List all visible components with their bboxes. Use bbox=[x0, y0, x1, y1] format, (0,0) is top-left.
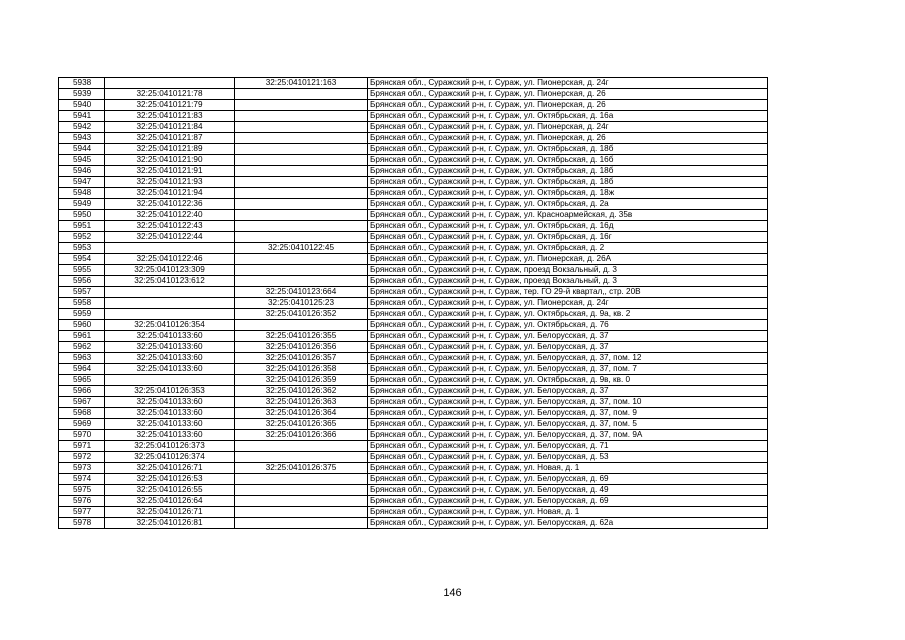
cadastral-number-cell: 32:25:0410122:46 bbox=[105, 254, 235, 265]
related-cadastral-number-cell bbox=[235, 177, 368, 188]
address-cell: Брянская обл., Суражский р-н, г. Сураж, ул. Белорусская, д. 37, пом. 5 bbox=[368, 419, 768, 430]
related-cadastral-number-cell bbox=[235, 474, 368, 485]
address-cell: Брянская обл., Суражский р-н, г. Сураж, ул. Октябрьская, д. 18б bbox=[368, 177, 768, 188]
table-row bbox=[59, 430, 768, 441]
table-row bbox=[59, 265, 768, 276]
row-number-cell: 5965 bbox=[59, 375, 105, 386]
table-row bbox=[59, 199, 768, 210]
cadastral-number-cell: 32:25:0410122:36 bbox=[105, 199, 235, 210]
cadastral-number-cell bbox=[105, 298, 235, 309]
related-cadastral-number-cell: 32:25:0410126:366 bbox=[235, 430, 368, 441]
related-cadastral-number-cell bbox=[235, 166, 368, 177]
row-number-cell: 5974 bbox=[59, 474, 105, 485]
related-cadastral-number-cell bbox=[235, 155, 368, 166]
address-cell: Брянская обл., Суражский р-н, г. Сураж, ул. Октябрьская, д. 9в, кв. 0 bbox=[368, 375, 768, 386]
cadastral-number-cell: 32:25:0410121:89 bbox=[105, 144, 235, 155]
related-cadastral-number-cell bbox=[235, 320, 368, 331]
table-row bbox=[59, 408, 768, 419]
row-number-cell: 5972 bbox=[59, 452, 105, 463]
cadastral-number-cell bbox=[105, 78, 235, 89]
cadastral-number-cell: 32:25:0410121:79 bbox=[105, 100, 235, 111]
address-cell: Брянская обл., Суражский р-н, г. Сураж, ул. Новая, д. 1 bbox=[368, 507, 768, 518]
related-cadastral-number-cell: 32:25:0410126:359 bbox=[235, 375, 368, 386]
address-cell: Брянская обл., Суражский р-н, г. Сураж, ул. Белорусская, д. 62а bbox=[368, 518, 768, 529]
address-cell: Брянская обл., Суражский р-н, г. Сураж, ул. Октябрьская, д. 18б bbox=[368, 166, 768, 177]
related-cadastral-number-cell: 32:25:0410126:362 bbox=[235, 386, 368, 397]
row-number-cell: 5960 bbox=[59, 320, 105, 331]
address-cell: Брянская обл., Суражский р-н, г. Сураж, ул. Новая, д. 1 bbox=[368, 463, 768, 474]
related-cadastral-number-cell: 32:25:0410126:364 bbox=[235, 408, 368, 419]
row-number-cell: 5948 bbox=[59, 188, 105, 199]
row-number-cell: 5954 bbox=[59, 254, 105, 265]
related-cadastral-number-cell bbox=[235, 485, 368, 496]
related-cadastral-number-cell bbox=[235, 111, 368, 122]
cadastral-number-cell: 32:25:0410133:60 bbox=[105, 430, 235, 441]
cadastral-number-cell: 32:25:0410121:90 bbox=[105, 155, 235, 166]
address-cell: Брянская обл., Суражский р-н, г. Сураж, ул. Белорусская, д. 37 bbox=[368, 342, 768, 353]
row-number-cell: 5978 bbox=[59, 518, 105, 529]
address-cell: Брянская обл., Суражский р-н, г. Сураж, ул. Белорусская, д. 37, пом. 10 bbox=[368, 397, 768, 408]
table-row bbox=[59, 155, 768, 166]
table-row bbox=[59, 188, 768, 199]
row-number-cell: 5939 bbox=[59, 89, 105, 100]
cadastral-number-cell: 32:25:0410121:91 bbox=[105, 166, 235, 177]
table-row bbox=[59, 331, 768, 342]
cadastral-number-cell: 32:25:0410126:64 bbox=[105, 496, 235, 507]
related-cadastral-number-cell bbox=[235, 210, 368, 221]
related-cadastral-number-cell bbox=[235, 188, 368, 199]
row-number-cell: 5946 bbox=[59, 166, 105, 177]
address-cell: Брянская обл., Суражский р-н, г. Сураж, ул. Красноармейская, д. 35в bbox=[368, 210, 768, 221]
table-row bbox=[59, 419, 768, 430]
table-row bbox=[59, 243, 768, 254]
row-number-cell: 5959 bbox=[59, 309, 105, 320]
cadastral-number-cell: 32:25:0410133:60 bbox=[105, 419, 235, 430]
address-cell: Брянская обл., Суражский р-н, г. Сураж, ул. Пионерская, д. 26 bbox=[368, 89, 768, 100]
table-row bbox=[59, 210, 768, 221]
cadastral-number-cell: 32:25:0410122:43 bbox=[105, 221, 235, 232]
address-cell: Брянская обл., Суражский р-н, г. Сураж, ул. Октябрьская, д. 76 bbox=[368, 320, 768, 331]
related-cadastral-number-cell bbox=[235, 89, 368, 100]
cadastral-number-cell: 32:25:0410126:53 bbox=[105, 474, 235, 485]
table-row bbox=[59, 386, 768, 397]
row-number-cell: 5953 bbox=[59, 243, 105, 254]
address-cell: Брянская обл., Суражский р-н, г. Сураж, ул. Октябрьская, д. 18б bbox=[368, 144, 768, 155]
table-row bbox=[59, 518, 768, 529]
row-number-cell: 5975 bbox=[59, 485, 105, 496]
cadastral-number-cell: 32:25:0410122:40 bbox=[105, 210, 235, 221]
address-cell: Брянская обл., Суражский р-н, г. Сураж, ул. Белорусская, д. 37 bbox=[368, 331, 768, 342]
related-cadastral-number-cell bbox=[235, 441, 368, 452]
address-cell: Брянская обл., Суражский р-н, г. Сураж, ул. Октябрьская, д. 16а bbox=[368, 111, 768, 122]
address-cell: Брянская обл., Суражский р-н, г. Сураж, ул. Октябрьская, д. 2а bbox=[368, 199, 768, 210]
table-row bbox=[59, 111, 768, 122]
related-cadastral-number-cell bbox=[235, 254, 368, 265]
related-cadastral-number-cell bbox=[235, 221, 368, 232]
address-cell: Брянская обл., Суражский р-н, г. Сураж, ул. Пионерская, д. 26 bbox=[368, 133, 768, 144]
row-number-cell: 5970 bbox=[59, 430, 105, 441]
address-cell: Брянская обл., Суражский р-н, г. Сураж, ул. Октябрьская, д. 2 bbox=[368, 243, 768, 254]
cadastral-number-cell: 32:25:0410126:81 bbox=[105, 518, 235, 529]
row-number-cell: 5957 bbox=[59, 287, 105, 298]
address-cell: Брянская обл., Суражский р-н, г. Сураж, ул. Октябрьская, д. 16б bbox=[368, 155, 768, 166]
address-cell: Брянская обл., Суражский р-н, г. Сураж, ул. Белорусская, д. 37, пом. 9 bbox=[368, 408, 768, 419]
related-cadastral-number-cell bbox=[235, 144, 368, 155]
table-row bbox=[59, 496, 768, 507]
row-number-cell: 5942 bbox=[59, 122, 105, 133]
address-cell: Брянская обл., Суражский р-н, г. Сураж, ул. Пионерская, д. 24г bbox=[368, 122, 768, 133]
row-number-cell: 5945 bbox=[59, 155, 105, 166]
address-cell: Брянская обл., Суражский р-н, г. Сураж, ул. Белорусская, д. 71 bbox=[368, 441, 768, 452]
cadastral-number-cell: 32:25:0410121:93 bbox=[105, 177, 235, 188]
cadastral-number-cell: 32:25:0410133:60 bbox=[105, 397, 235, 408]
cadastral-number-cell: 32:25:0410126:374 bbox=[105, 452, 235, 463]
related-cadastral-number-cell bbox=[235, 276, 368, 287]
table-row bbox=[59, 342, 768, 353]
cadastral-number-cell bbox=[105, 375, 235, 386]
address-cell: Брянская обл., Суражский р-н, г. Сураж, ул. Белорусская, д. 37, пом. 7 bbox=[368, 364, 768, 375]
table-row bbox=[59, 364, 768, 375]
table-row bbox=[59, 232, 768, 243]
address-cell: Брянская обл., Суражский р-н, г. Сураж, ул. Белорусская, д. 37 bbox=[368, 386, 768, 397]
table-row bbox=[59, 441, 768, 452]
row-number-cell: 5966 bbox=[59, 386, 105, 397]
row-number-cell: 5951 bbox=[59, 221, 105, 232]
related-cadastral-number-cell: 32:25:0410121:163 bbox=[235, 78, 368, 89]
address-cell: Брянская обл., Суражский р-н, г. Сураж, проезд Вокзальный, д. 3 bbox=[368, 265, 768, 276]
table-row bbox=[59, 298, 768, 309]
related-cadastral-number-cell: 32:25:0410126:356 bbox=[235, 342, 368, 353]
address-cell: Брянская обл., Суражский р-н, г. Сураж, ул. Пионерская, д. 26 bbox=[368, 100, 768, 111]
related-cadastral-number-cell bbox=[235, 507, 368, 518]
address-cell: Брянская обл., Суражский р-н, г. Сураж, ул. Октябрьская, д. 16д bbox=[368, 221, 768, 232]
related-cadastral-number-cell bbox=[235, 518, 368, 529]
related-cadastral-number-cell bbox=[235, 232, 368, 243]
related-cadastral-number-cell bbox=[235, 452, 368, 463]
cadastral-number-cell: 32:25:0410126:71 bbox=[105, 507, 235, 518]
related-cadastral-number-cell bbox=[235, 122, 368, 133]
address-cell: Брянская обл., Суражский р-н, г. Сураж, ул. Октябрьская, д. 9а, кв. 2 bbox=[368, 309, 768, 320]
row-number-cell: 5963 bbox=[59, 353, 105, 364]
related-cadastral-number-cell: 32:25:0410126:375 bbox=[235, 463, 368, 474]
cadastral-number-cell: 32:25:0410126:353 bbox=[105, 386, 235, 397]
table-row bbox=[59, 254, 768, 265]
row-number-cell: 5941 bbox=[59, 111, 105, 122]
address-cell: Брянская обл., Суражский р-н, г. Сураж, ул. Белорусская, д. 69 bbox=[368, 474, 768, 485]
cadastral-number-cell: 32:25:0410133:60 bbox=[105, 364, 235, 375]
table-row bbox=[59, 463, 768, 474]
table-row bbox=[59, 144, 768, 155]
cadastral-number-cell bbox=[105, 243, 235, 254]
cadastral-number-cell: 32:25:0410123:309 bbox=[105, 265, 235, 276]
address-cell: Брянская обл., Суражский р-н, г. Сураж, ул. Белорусская, д. 53 bbox=[368, 452, 768, 463]
related-cadastral-number-cell: 32:25:0410126:358 bbox=[235, 364, 368, 375]
table-row bbox=[59, 320, 768, 331]
row-number-cell: 5962 bbox=[59, 342, 105, 353]
table-row bbox=[59, 133, 768, 144]
related-cadastral-number-cell: 32:25:0410126:357 bbox=[235, 353, 368, 364]
page-number: 146 bbox=[443, 587, 462, 599]
cadastral-number-cell: 32:25:0410121:78 bbox=[105, 89, 235, 100]
cadastral-number-cell: 32:25:0410126:373 bbox=[105, 441, 235, 452]
table-row bbox=[59, 309, 768, 320]
row-number-cell: 5938 bbox=[59, 78, 105, 89]
row-number-cell: 5967 bbox=[59, 397, 105, 408]
address-cell: Брянская обл., Суражский р-н, г. Сураж, ул. Октябрьская, д. 18ж bbox=[368, 188, 768, 199]
address-cell: Брянская обл., Суражский р-н, г. Сураж, тер. ГО 29-й квартал,, стр. 20В bbox=[368, 287, 768, 298]
table-row bbox=[59, 452, 768, 463]
address-cell: Брянская обл., Суражский р-н, г. Сураж, ул. Белорусская, д. 37, пом. 9А bbox=[368, 430, 768, 441]
row-number-cell: 5973 bbox=[59, 463, 105, 474]
related-cadastral-number-cell bbox=[235, 265, 368, 276]
cadastral-number-cell: 32:25:0410121:87 bbox=[105, 133, 235, 144]
cadastral-number-cell: 32:25:0410123:612 bbox=[105, 276, 235, 287]
row-number-cell: 5947 bbox=[59, 177, 105, 188]
related-cadastral-number-cell bbox=[235, 496, 368, 507]
related-cadastral-number-cell: 32:25:0410123:664 bbox=[235, 287, 368, 298]
cadastral-number-cell: 32:25:0410133:60 bbox=[105, 331, 235, 342]
table-row bbox=[59, 375, 768, 386]
table-row bbox=[59, 276, 768, 287]
row-number-cell: 5976 bbox=[59, 496, 105, 507]
registry-table bbox=[58, 77, 768, 529]
table-row bbox=[59, 287, 768, 298]
row-number-cell: 5955 bbox=[59, 265, 105, 276]
row-number-cell: 5956 bbox=[59, 276, 105, 287]
address-cell: Брянская обл., Суражский р-н, г. Сураж, проезд Вокзальный, д. 3 bbox=[368, 276, 768, 287]
related-cadastral-number-cell: 32:25:0410126:365 bbox=[235, 419, 368, 430]
table-row bbox=[59, 78, 768, 89]
row-number-cell: 5968 bbox=[59, 408, 105, 419]
cadastral-number-cell: 32:25:0410126:71 bbox=[105, 463, 235, 474]
related-cadastral-number-cell: 32:25:0410126:352 bbox=[235, 309, 368, 320]
table-row bbox=[59, 221, 768, 232]
table-row bbox=[59, 474, 768, 485]
table-row bbox=[59, 177, 768, 188]
cadastral-number-cell: 32:25:0410133:60 bbox=[105, 353, 235, 364]
address-cell: Брянская обл., Суражский р-н, г. Сураж, ул. Пионерская, д. 24г bbox=[368, 78, 768, 89]
related-cadastral-number-cell: 32:25:0410126:363 bbox=[235, 397, 368, 408]
cadastral-number-cell: 32:25:0410133:60 bbox=[105, 408, 235, 419]
cadastral-number-cell: 32:25:0410122:44 bbox=[105, 232, 235, 243]
address-cell: Брянская обл., Суражский р-н, г. Сураж, ул. Октябрьская, д. 16г bbox=[368, 232, 768, 243]
row-number-cell: 5977 bbox=[59, 507, 105, 518]
table-row bbox=[59, 89, 768, 100]
address-cell: Брянская обл., Суражский р-н, г. Сураж, ул. Белорусская, д. 49 bbox=[368, 485, 768, 496]
row-number-cell: 5952 bbox=[59, 232, 105, 243]
row-number-cell: 5943 bbox=[59, 133, 105, 144]
row-number-cell: 5969 bbox=[59, 419, 105, 430]
row-number-cell: 5971 bbox=[59, 441, 105, 452]
cadastral-number-cell: 32:25:0410121:84 bbox=[105, 122, 235, 133]
address-cell: Брянская обл., Суражский р-н, г. Сураж, ул. Пионерская, д. 26А bbox=[368, 254, 768, 265]
related-cadastral-number-cell bbox=[235, 133, 368, 144]
row-number-cell: 5949 bbox=[59, 199, 105, 210]
related-cadastral-number-cell: 32:25:0410125:23 bbox=[235, 298, 368, 309]
cadastral-number-cell: 32:25:0410133:60 bbox=[105, 342, 235, 353]
cadastral-number-cell bbox=[105, 309, 235, 320]
address-cell: Брянская обл., Суражский р-н, г. Сураж, ул. Белорусская, д. 69 bbox=[368, 496, 768, 507]
cadastral-number-cell bbox=[105, 287, 235, 298]
registry-table-body bbox=[59, 78, 768, 529]
related-cadastral-number-cell bbox=[235, 100, 368, 111]
table-row bbox=[59, 100, 768, 111]
row-number-cell: 5964 bbox=[59, 364, 105, 375]
cadastral-number-cell: 32:25:0410121:83 bbox=[105, 111, 235, 122]
row-number-cell: 5958 bbox=[59, 298, 105, 309]
cadastral-number-cell: 32:25:0410121:94 bbox=[105, 188, 235, 199]
address-cell: Брянская обл., Суражский р-н, г. Сураж, ул. Белорусская, д. 37, пом. 12 bbox=[368, 353, 768, 364]
table-row bbox=[59, 353, 768, 364]
related-cadastral-number-cell: 32:25:0410122:45 bbox=[235, 243, 368, 254]
row-number-cell: 5944 bbox=[59, 144, 105, 155]
table-row bbox=[59, 507, 768, 518]
table-row bbox=[59, 397, 768, 408]
row-number-cell: 5940 bbox=[59, 100, 105, 111]
address-cell: Брянская обл., Суражский р-н, г. Сураж, ул. Пионерская, д. 24г bbox=[368, 298, 768, 309]
row-number-cell: 5950 bbox=[59, 210, 105, 221]
related-cadastral-number-cell: 32:25:0410126:355 bbox=[235, 331, 368, 342]
table-row bbox=[59, 485, 768, 496]
related-cadastral-number-cell bbox=[235, 199, 368, 210]
table-row bbox=[59, 122, 768, 133]
row-number-cell: 5961 bbox=[59, 331, 105, 342]
cadastral-number-cell: 32:25:0410126:55 bbox=[105, 485, 235, 496]
table-row bbox=[59, 166, 768, 177]
cadastral-number-cell: 32:25:0410126:354 bbox=[105, 320, 235, 331]
